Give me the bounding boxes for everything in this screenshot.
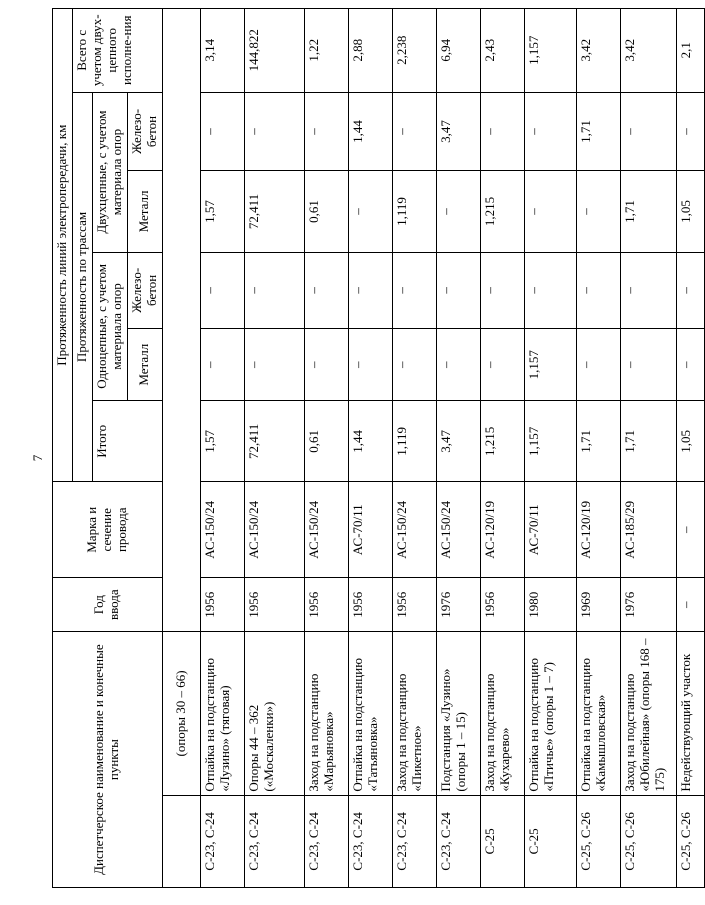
single-concrete-cell: – <box>392 252 436 329</box>
total-cell: 3,47 <box>436 401 480 482</box>
table-row <box>392 9 436 888</box>
year-cell: 1976 <box>436 578 480 632</box>
year-cell: – <box>676 578 704 632</box>
table-row <box>480 9 524 888</box>
double-concrete-cell: 1,71 <box>576 92 620 171</box>
total-cell: 1,71 <box>620 401 676 482</box>
code-cell: С-23, С-24 <box>348 795 392 887</box>
grand-total-cell: 3,42 <box>576 9 620 93</box>
double-concrete-cell: – <box>524 92 576 171</box>
table-row <box>348 9 392 888</box>
single-metal-cell: – <box>436 329 480 401</box>
wire-cell: АС-150/24 <box>436 482 480 578</box>
table-row <box>436 9 480 888</box>
grand-total-cell: 2,1 <box>676 9 704 93</box>
grand-total-cell: 3,14 <box>200 9 244 93</box>
year-cell: 1956 <box>392 578 436 632</box>
table-row <box>304 9 348 888</box>
code-cell: С-23, С-24 <box>304 795 348 887</box>
continuation-text: (опоры 30 – 66) <box>162 632 200 795</box>
single-concrete-cell: – <box>348 252 392 329</box>
continuation-code-cell <box>162 795 200 887</box>
year-cell: 1956 <box>200 578 244 632</box>
double-metal-cell: 1,119 <box>392 171 436 252</box>
wire-cell: АС-150/24 <box>304 482 348 578</box>
header-routes-group: Протяженность по трассам <box>72 92 92 482</box>
name-cell: Подстанция «Лузино» (опоры 1 – 15) <box>436 632 480 795</box>
table-row <box>620 9 676 888</box>
name-cell: Заход на подстанцию «Юбилейная» (опоры 168 – 175) <box>620 632 676 795</box>
wire-cell: – <box>676 482 704 578</box>
total-cell: 1,119 <box>392 401 436 482</box>
grand-total-cell: 2,43 <box>480 9 524 93</box>
year-cell: 1956 <box>304 578 348 632</box>
total-cell: 1,157 <box>524 401 576 482</box>
year-cell: 1956 <box>244 578 304 632</box>
name-cell: Заход на подстанцию «Марьяновка» <box>304 632 348 795</box>
double-metal-cell: 0,61 <box>304 171 348 252</box>
table-header <box>53 9 163 888</box>
grand-total-cell: 144,822 <box>244 9 304 93</box>
double-concrete-cell: – <box>304 92 348 171</box>
name-cell: Заход на подстанцию «Пикетное» <box>392 632 436 795</box>
header-double-concrete: Железо-бетон <box>127 92 162 171</box>
single-concrete-cell: – <box>304 252 348 329</box>
header-double-circuit: Двухцепные, с учетом материала опор <box>92 92 127 252</box>
single-concrete-cell: – <box>676 252 704 329</box>
double-metal-cell: 1,05 <box>676 171 704 252</box>
single-concrete-cell: – <box>480 252 524 329</box>
single-concrete-cell: – <box>244 252 304 329</box>
name-cell: Опоры 44 – 362 («Москаленки») <box>244 632 304 795</box>
document-page <box>52 8 693 888</box>
year-cell: 1976 <box>620 578 676 632</box>
total-cell: 1,57 <box>200 401 244 482</box>
grand-total-cell: 3,42 <box>620 9 676 93</box>
year-cell: 1980 <box>524 578 576 632</box>
wire-cell: АС-70/11 <box>524 482 576 578</box>
single-metal-cell: – <box>392 329 436 401</box>
code-cell: С-23, С-24 <box>436 795 480 887</box>
code-cell: С-23, С-24 <box>200 795 244 887</box>
header-single-metal: Металл <box>127 329 162 401</box>
total-cell: 0,61 <box>304 401 348 482</box>
total-cell: 1,44 <box>348 401 392 482</box>
total-cell: 1,71 <box>576 401 620 482</box>
continuation-row <box>162 9 200 888</box>
double-metal-cell: – <box>436 171 480 252</box>
double-concrete-cell: – <box>392 92 436 171</box>
double-concrete-cell: – <box>480 92 524 171</box>
grand-total-cell: 1,22 <box>304 9 348 93</box>
grand-total-cell: 6,94 <box>436 9 480 93</box>
header-wire: Марка и сечение провода <box>53 482 163 578</box>
code-cell: С-25, С-26 <box>576 795 620 887</box>
double-metal-cell: – <box>524 171 576 252</box>
wire-cell: АС-120/19 <box>480 482 524 578</box>
header-grand-total: Всего с учетом двух-цепного исполне-ния <box>72 9 162 93</box>
total-cell: 1,05 <box>676 401 704 482</box>
wire-cell: АС-150/24 <box>392 482 436 578</box>
total-cell: 72,411 <box>244 401 304 482</box>
grand-total-cell: 1,157 <box>524 9 576 93</box>
name-cell: Отпайка на подстанцию «Птичье» (опоры 1 – 7) <box>524 632 576 795</box>
double-concrete-cell: – <box>200 92 244 171</box>
single-metal-cell: – <box>676 329 704 401</box>
double-concrete-cell: 3,47 <box>436 92 480 171</box>
code-cell: С-25 <box>524 795 576 887</box>
header-single-concrete: Железо-бетон <box>127 252 162 329</box>
year-cell: 1969 <box>576 578 620 632</box>
double-metal-cell: 1,57 <box>200 171 244 252</box>
header-dispatch: Диспетчерское наименование и конечные пункты <box>53 632 163 888</box>
header-year: Год ввода <box>53 578 163 632</box>
header-length-group: Протяженность линий электропередачи, км <box>53 9 73 482</box>
name-cell: Заход на подстанцию «Кухарево» <box>480 632 524 795</box>
table-body <box>162 9 704 888</box>
year-cell: 1956 <box>348 578 392 632</box>
double-metal-cell: – <box>576 171 620 252</box>
wire-cell: АС-185/29 <box>620 482 676 578</box>
double-metal-cell: – <box>348 171 392 252</box>
grand-total-cell: 2,88 <box>348 9 392 93</box>
table-row <box>244 9 304 888</box>
code-cell: С-25 <box>480 795 524 887</box>
code-cell: С-23, С-24 <box>392 795 436 887</box>
double-metal-cell: 1,215 <box>480 171 524 252</box>
wire-cell: АС-70/11 <box>348 482 392 578</box>
double-concrete-cell: 1,44 <box>348 92 392 171</box>
double-concrete-cell: – <box>620 92 676 171</box>
single-metal-cell: – <box>244 329 304 401</box>
header-total: Итого <box>92 401 162 482</box>
single-metal-cell: – <box>200 329 244 401</box>
table-row <box>676 9 704 888</box>
single-metal-cell: – <box>620 329 676 401</box>
code-cell: С-25, С-26 <box>620 795 676 887</box>
continuation-empty-cell <box>162 9 200 632</box>
wire-cell: АС-150/24 <box>244 482 304 578</box>
table-row <box>200 9 244 888</box>
rotated-table-container <box>52 8 693 888</box>
wire-cell: АС-120/19 <box>576 482 620 578</box>
single-metal-cell: – <box>304 329 348 401</box>
name-cell: Недействующий участок <box>676 632 704 795</box>
wire-cell: АС-150/24 <box>200 482 244 578</box>
single-concrete-cell: – <box>200 252 244 329</box>
single-concrete-cell: – <box>576 252 620 329</box>
double-metal-cell: 1,71 <box>620 171 676 252</box>
double-metal-cell: 72,411 <box>244 171 304 252</box>
single-metal-cell: 1,157 <box>524 329 576 401</box>
code-cell: С-23, С-24 <box>244 795 304 887</box>
single-metal-cell: – <box>576 329 620 401</box>
single-metal-cell: – <box>348 329 392 401</box>
double-concrete-cell: – <box>676 92 704 171</box>
single-metal-cell: – <box>480 329 524 401</box>
header-single-circuit: Одноцепные, с учетом материала опор <box>92 252 127 401</box>
single-concrete-cell: – <box>620 252 676 329</box>
power-lines-table <box>52 8 705 888</box>
grand-total-cell: 2,238 <box>392 9 436 93</box>
name-cell: Отпайка на подстанцию «Татьяновка» <box>348 632 392 795</box>
table-row <box>524 9 576 888</box>
single-concrete-cell: – <box>436 252 480 329</box>
header-double-metal: Металл <box>127 171 162 252</box>
total-cell: 1,215 <box>480 401 524 482</box>
name-cell: Отпайка на подстанцию «Лузино» (тяговая) <box>200 632 244 795</box>
name-cell: Отпайка на подстанцию «Камышловская» <box>576 632 620 795</box>
page-number: 7 <box>30 454 45 462</box>
table-row <box>576 9 620 888</box>
year-cell: 1956 <box>480 578 524 632</box>
code-cell: С-25, С-26 <box>676 795 704 887</box>
double-concrete-cell: – <box>244 92 304 171</box>
single-concrete-cell: – <box>524 252 576 329</box>
